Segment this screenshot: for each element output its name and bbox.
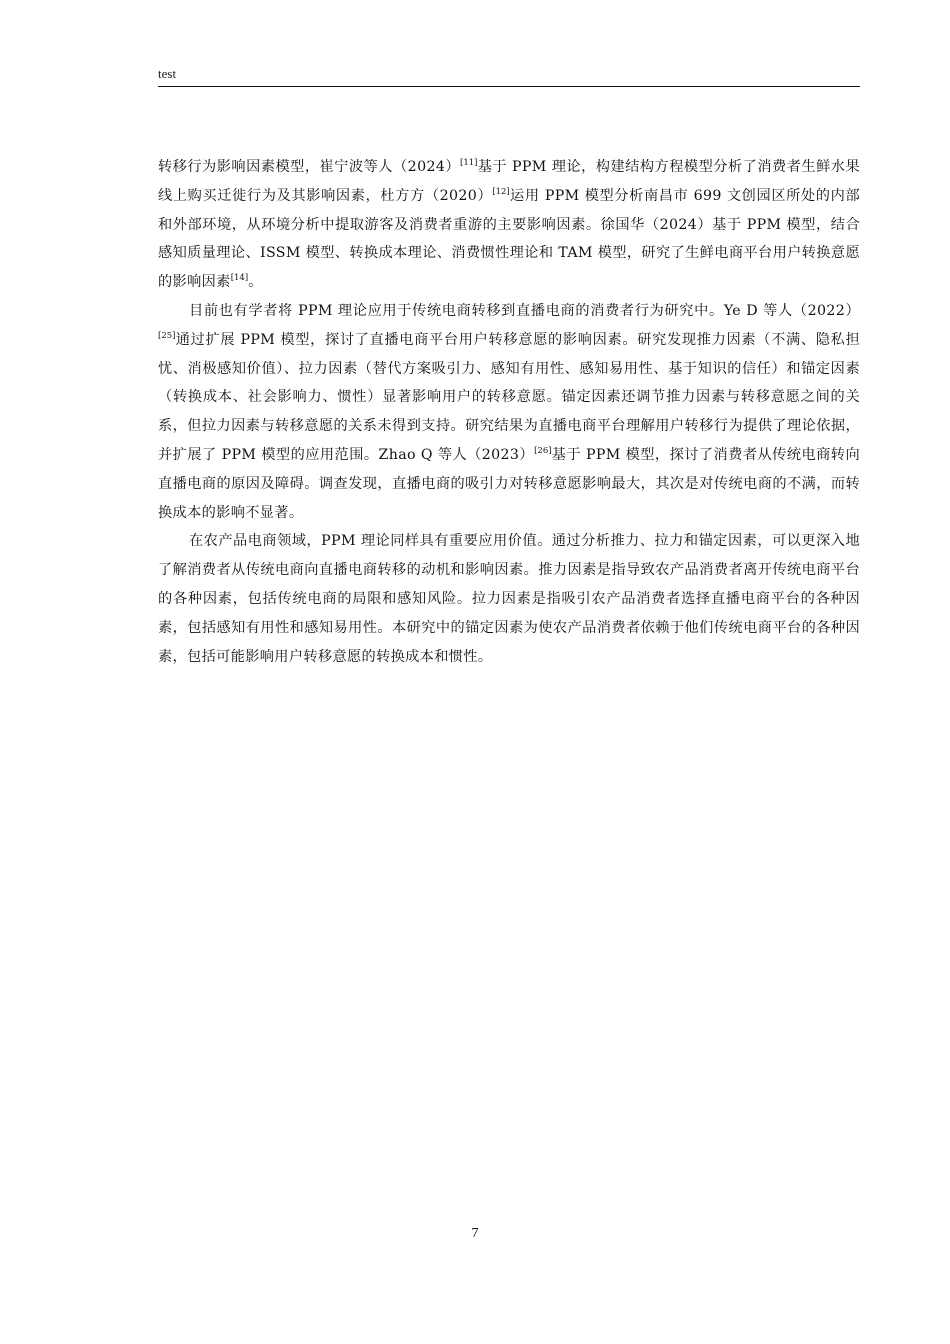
paragraph-2 bbox=[158, 297, 860, 527]
page-number: 7 bbox=[471, 1226, 479, 1241]
citation-14: [14] bbox=[230, 273, 249, 284]
text-segment: 运用 PPM 模型分析南昌市 699 文创园区所处的内部和外部环境，从环境分析中提取游客及消费者重游的主要影响因素。徐国华（2024）基于 PPM 模型，结合感知质量理论、ISSM 模型、转换成本理论、消费惯性理论和 TAM 模型，研究了生鲜电商平台用户转换意愿的影响因素 bbox=[158, 187, 860, 291]
text-segment: 基于 PPM 模型，探讨了消费者从传统电商转向直播电商的原因及障碍。调查发现，直播电商的吸引力对转移意愿影响最大，其次是对传统电商的不满，而转换成本的影响不显著。 bbox=[158, 446, 860, 521]
paragraph-3 bbox=[158, 527, 860, 671]
citation-11: [11] bbox=[460, 158, 478, 168]
text-segment: 通过扩展 PPM 模型，探讨了直播电商平台用户转移意愿的影响因素。研究发现推力因素（不满、隐私担忧、消极感知价值）、拉力因素（替代方案吸引力、感知有用性、感知易用性、基于知识的信任）和锚定因素（转换成本、社会影响力、惯性）显著影响用户的转移意愿。锚定因素还调节推力因素与转移意愿之间的关系，但拉力因素与转移意愿的关系未得到支持。研究结果为直播电商平台理解用户转移行为提供了理论依据，并扩展了 PPM 模型的应用范围。Zhao Q 等人（2023） bbox=[158, 331, 860, 463]
citation-25: [25] bbox=[158, 330, 176, 341]
citation-26: [26] bbox=[534, 445, 552, 456]
paragraph-1 bbox=[158, 153, 860, 297]
text-segment: 转移行为影响因素模型，崔宁波等人（2024） bbox=[158, 159, 461, 175]
text-segment: 在农产品电商领域，PPM 理论同样具有重要应用价值。通过分析推力、拉力和锚定因素，可以更深入地了解消费者从传统电商向直播电商转移的动机和影响因素。推力因素是指导致农产品消费者离开传统电商平台的各种因素，包括传统电商的局限和感知风险。拉力因素是指吸引农产品消费者选择直播电商平台的各种因素，包括感知有用性和感知易用性。本研究中的锚定因素为使农产品消费者依赖于他们传统电商平台的各种因素，包括可能影响用户转移意愿的转换成本和惯性。 bbox=[158, 533, 860, 665]
text-segment: 基于 PPM 理论，构建结构方程模型分析了消费者生鲜水果线上购买迁徙行为及其影响因素，杜方方（2020） bbox=[158, 159, 860, 204]
body-text bbox=[158, 153, 860, 671]
header-divider bbox=[158, 86, 860, 87]
text-segment: 目前也有学者将 PPM 理论应用于传统电商转移到直播电商的消费者行为研究中。Ye D 等人（2022） bbox=[189, 302, 860, 319]
text-segment: 。 bbox=[248, 274, 263, 291]
citation-12: [12] bbox=[492, 186, 510, 197]
running-header: test bbox=[158, 66, 177, 81]
